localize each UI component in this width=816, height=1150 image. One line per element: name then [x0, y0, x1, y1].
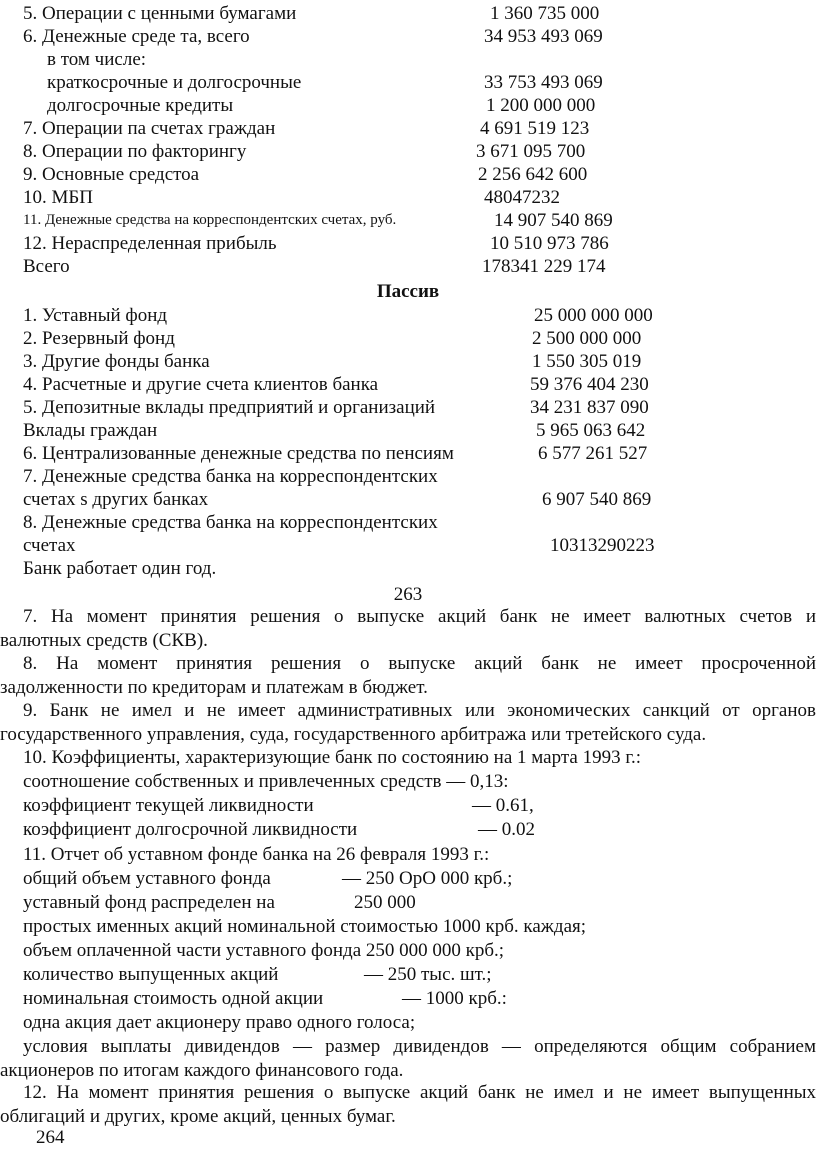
asset-label: 10. МБП	[23, 187, 94, 208]
fund-value: — 250 ОрО 000 крб.;	[342, 868, 513, 889]
asset-label: 7. Операции па счетах граждан	[23, 118, 276, 139]
asset-label: 5. Операции с ценными бумагами	[23, 3, 297, 24]
asset-value: 34 953 493 069	[484, 26, 603, 47]
coefficient-label: коэффициент долгосрочной ликвидности	[23, 819, 358, 840]
liability-value: 2 500 000 000	[532, 328, 642, 349]
paragraph-line: облигаций и других, кроме акций, ценных бумаг.	[0, 1105, 396, 1127]
paragraph-item-9	[0, 699, 816, 746]
paragraph-line: 9. Банк не имел и не имеет административных или экономических санкций от органов	[23, 700, 816, 721]
paragraph-line: 8. На момент принятия решения о выпуске акций банк не имеет просроченной	[23, 653, 816, 674]
liability-label: 8. Денежные средства банка на корреспондентских	[23, 512, 438, 533]
paragraph-line: условия выплаты дивидендов — размер дивидендов — определяются общим собранием	[23, 1036, 816, 1057]
liability-label: 4. Расчетные и другие счета клиентов банка	[23, 374, 379, 395]
bank-note-text: Банк работает один год.	[23, 558, 217, 579]
page-number-263: 263	[393, 584, 423, 605]
paragraph-line: 7. На момент принятия решения о выпуске акций банк не имеет валютных счетов и	[23, 606, 816, 627]
coefficient-label: соотношение собственных и привлеченных средств — 0,13:	[23, 771, 509, 792]
fund-label: одна акция дает акционеру право одного голоса;	[23, 1012, 416, 1033]
paragraph-item-8	[0, 652, 816, 699]
paragraph-item-12	[0, 1081, 816, 1128]
asset-label: 8. Операции по факторингу	[23, 141, 247, 162]
asset-label: краткосрочные и долгосрочные	[47, 72, 302, 93]
coefficient-label: коэффициент текущей ликвидности	[23, 795, 314, 816]
liability-value: 6 577 261 527	[538, 443, 648, 464]
liabilities-heading: Пассив	[376, 281, 440, 302]
asset-value: 14 907 540 869	[494, 210, 613, 231]
liability-value: 34 231 837 090	[530, 397, 649, 418]
liability-label: 2. Резервный фонд	[23, 328, 175, 349]
asset-total-value: 178341 229 174	[482, 256, 606, 277]
coefficient-value: — 0.61,	[472, 795, 534, 816]
page-number-text: 264	[36, 1127, 65, 1148]
coefficient-value: — 0.02	[478, 819, 535, 840]
liability-value: 25 000 000 000	[534, 305, 653, 326]
asset-value: 1 200 000 000	[486, 95, 596, 116]
liability-label: 5. Депозитные вклады предприятий и организаций	[23, 397, 436, 418]
fund-value: 250 000	[354, 892, 416, 913]
liability-label: Вклады граждан	[23, 420, 158, 441]
liability-value: 1 550 305 019	[532, 351, 642, 372]
liability-value: 5 965 063 642	[536, 420, 646, 441]
item-10-title-text: 10. Коэффициенты, характеризующие банк по состоянию на 1 марта 1993 г.:	[23, 747, 642, 768]
fund-value: — 1000 крб.:	[402, 988, 507, 1009]
paragraph-line: 12. На момент принятия решения о выпуске акций банк не имел и не имеет выпущенных	[23, 1082, 816, 1103]
fund-label: простых именных акций номинальной стоимостью 1000 крб. каждая;	[23, 916, 587, 937]
asset-value: 4 691 519 123	[480, 118, 590, 139]
paragraph-line: акционеров по итогам каждого финансового года.	[0, 1059, 404, 1081]
fund-label: объем оплаченной части уставного фонда 250 000 000 крб.;	[23, 940, 505, 961]
paragraph-line: государственного управления, суда, государственного арбитража или третейского суда.	[0, 723, 707, 745]
asset-value: 33 753 493 069	[484, 72, 603, 93]
liability-label: 1. Уставный фонд	[23, 305, 168, 326]
liability-label: 7. Денежные средства банка на корреспондентских	[23, 466, 438, 487]
asset-value: 3 671 095 700	[476, 141, 586, 162]
item-11-title-text: 11. Отчет об уставном фонде банка на 26 февраля 1993 г.:	[23, 844, 490, 865]
asset-value: 2 256 642 600	[478, 164, 588, 185]
fund-label: номинальная стоимость одной акции	[23, 988, 324, 1009]
liability-label: счетах s других банках	[23, 489, 209, 510]
liability-label: 3. Другие фонды банка	[23, 351, 210, 372]
asset-value: 1 360 735 000	[490, 3, 600, 24]
asset-value: 10 510 973 786	[490, 233, 609, 254]
asset-value: 48047232	[484, 187, 560, 208]
liability-label: счетах	[23, 535, 76, 556]
paragraph-line: валютных средств (СКВ).	[0, 629, 208, 651]
fund-label: количество выпущенных акций	[23, 964, 279, 985]
asset-label: 9. Основные средстоа	[23, 164, 200, 185]
asset-label: в том числе:	[47, 49, 147, 70]
fund-value: — 250 тыс. шт.;	[364, 964, 492, 985]
dividends-paragraph	[0, 1035, 816, 1082]
liability-value: 59 376 404 230	[530, 374, 649, 395]
asset-label: 11. Денежные средства на корреспондентских счетах, руб.	[23, 212, 397, 228]
liability-value: 6 907 540 869	[542, 489, 652, 510]
asset-label: 12. Нераспределенная прибыль	[23, 233, 277, 254]
asset-label: 6. Денежные среде та, всего	[23, 26, 250, 47]
paragraph-item-7	[0, 605, 816, 652]
paragraph-line: задолженности по кредиторам и платежам в бюджет.	[0, 676, 428, 698]
fund-label: общий объем уставного фонда	[23, 868, 271, 889]
liability-value: 10313290223	[550, 535, 655, 556]
fund-label: уставный фонд распределен на	[23, 892, 275, 913]
asset-total-label: Всего	[23, 256, 70, 277]
asset-label: долгосрочные кредиты	[47, 95, 234, 116]
liability-label: 6. Централизованные денежные средства по пенсиям	[23, 443, 454, 464]
